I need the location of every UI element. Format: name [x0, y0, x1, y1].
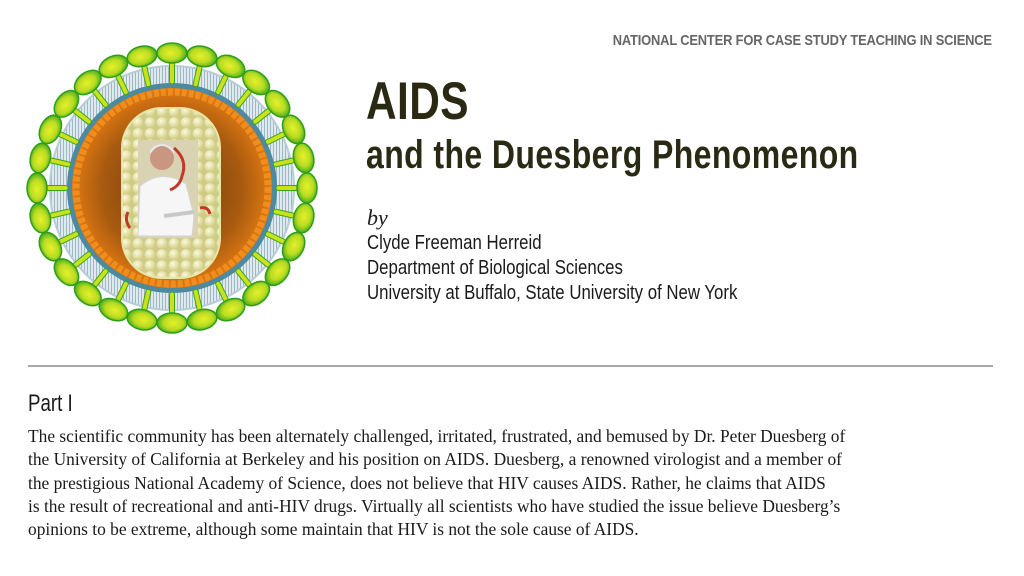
section-divider	[28, 365, 993, 367]
body-line: The scientific community has been alternately challenged, irritated, frustrated, and bemused by Dr. Peter Duesberg of	[28, 426, 846, 446]
author-department: Department of Biological Sciences	[367, 257, 623, 279]
page-subtitle: and the Duesberg Phenomenon	[366, 133, 859, 177]
body-line: is the result of recreational and anti-HIV drugs. Virtually all scientists who have studied the issue believe Duesberg’s	[28, 495, 841, 516]
section-body	[28, 425, 1018, 541]
hiv-virus-illustration-icon	[24, 40, 320, 336]
organization-name: NATIONAL CENTER FOR CASE STUDY TEACHING IN SCIENCE	[612, 32, 992, 49]
byline-by: by	[367, 205, 388, 230]
byline	[367, 205, 808, 306]
body-line: the prestigious National Academy of Science, does not believe that HIV causes AIDS. Rather, he claims that AIDS	[28, 472, 826, 493]
body-line: opinions to be extreme, although some maintain that HIV is not the sole cause of AIDS.	[28, 519, 639, 540]
section-heading: Part I	[28, 390, 73, 417]
author-institution: University at Buffalo, State University of New York	[367, 282, 738, 304]
body-line: the University of California at Berkeley and his position on AIDS. Duesberg, a renowned virologist and a member of	[28, 449, 842, 470]
title-block	[366, 74, 982, 178]
author-name: Clyde Freeman Herreid	[367, 232, 542, 254]
page-title: AIDS	[366, 72, 469, 131]
